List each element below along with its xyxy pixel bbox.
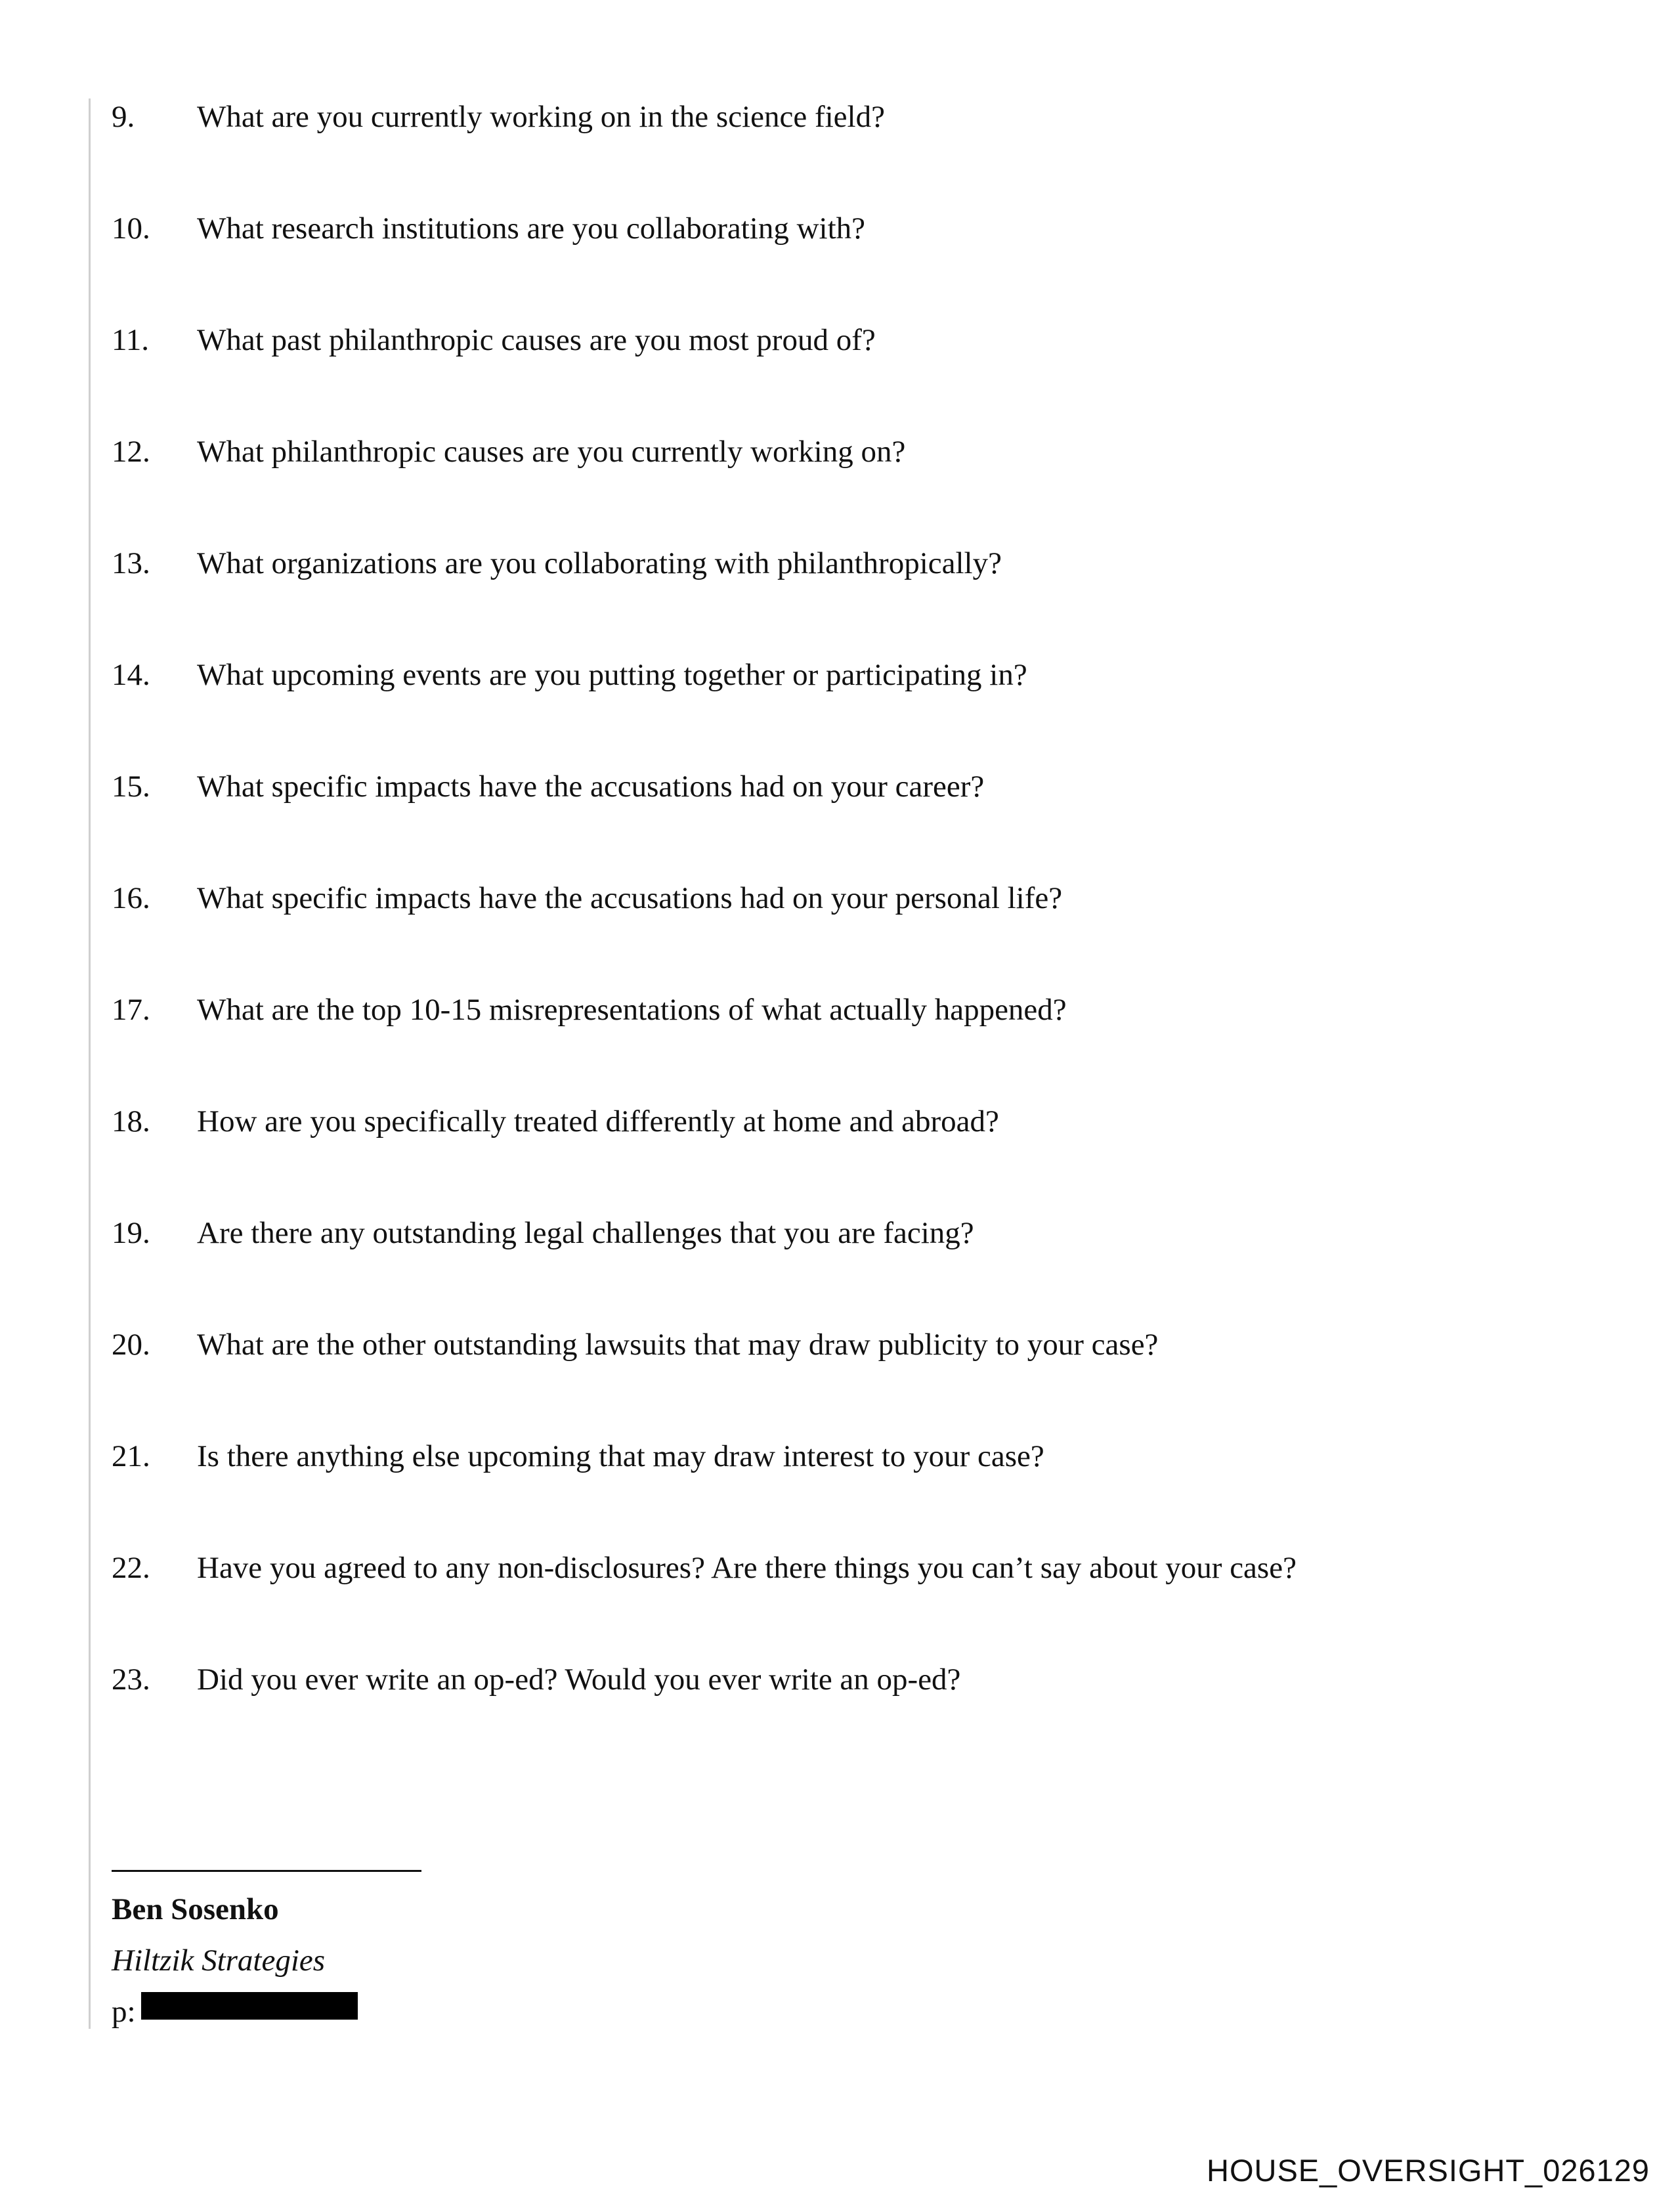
question-number: 12. xyxy=(112,435,150,469)
question-text: Did you ever write an op-ed? Would you ever write an op-ed? xyxy=(197,1662,961,1697)
question-text: Is there anything else upcoming that may draw interest to your case? xyxy=(197,1439,1044,1473)
question-number: 21. xyxy=(112,1439,150,1473)
question-number: 9. xyxy=(112,100,135,134)
question-text: What organizations are you collaborating with philanthropically? xyxy=(197,546,1002,580)
question-text: What specific impacts have the accusations had on your career? xyxy=(197,770,985,804)
question-text: What are the top 10-15 misrepresentations of what actually happened? xyxy=(197,993,1067,1027)
question-text: Are there any outstanding legal challenges that you are facing? xyxy=(197,1216,974,1250)
question-number: 16. xyxy=(112,881,150,915)
redaction-box xyxy=(141,1992,358,2020)
question-text: What are the other outstanding lawsuits that may draw publicity to your case? xyxy=(197,1328,1159,1362)
question-text: How are you specifically treated differently at home and abroad? xyxy=(197,1104,999,1139)
question-text: What research institutions are you collaborating with? xyxy=(197,211,866,246)
question-text: What specific impacts have the accusations had on your personal life? xyxy=(197,881,1063,915)
margin-rule xyxy=(89,98,91,2029)
question-text: Have you agreed to any non-disclosures? Are there things you can’t say about your case? xyxy=(197,1551,1297,1585)
question-text: What upcoming events are you putting together or participating in? xyxy=(197,658,1027,692)
question-number: 20. xyxy=(112,1328,150,1362)
question-number: 18. xyxy=(112,1104,150,1139)
bates-number: HOUSE_OVERSIGHT_026129 xyxy=(1207,2153,1650,2188)
question-number: 11. xyxy=(112,323,150,357)
question-number: 19. xyxy=(112,1216,150,1250)
signature-company: Hiltzik Strategies xyxy=(112,1943,326,1978)
question-number: 23. xyxy=(112,1662,150,1697)
question-number: 10. xyxy=(112,211,150,246)
question-number: 15. xyxy=(112,770,150,804)
question-text: What past philanthropic causes are you most proud of? xyxy=(197,323,876,357)
signature-phone-label: p: xyxy=(112,1995,136,2029)
question-number: 22. xyxy=(112,1551,150,1585)
question-number: 14. xyxy=(112,658,150,692)
question-text: What are you currently working on in the science field? xyxy=(197,100,885,134)
signature-line xyxy=(112,1870,421,1872)
signature-name: Ben Sosenko xyxy=(112,1892,279,1926)
question-text: What philanthropic causes are you currently working on? xyxy=(197,435,906,469)
question-number: 17. xyxy=(112,993,150,1027)
question-number: 13. xyxy=(112,546,150,580)
